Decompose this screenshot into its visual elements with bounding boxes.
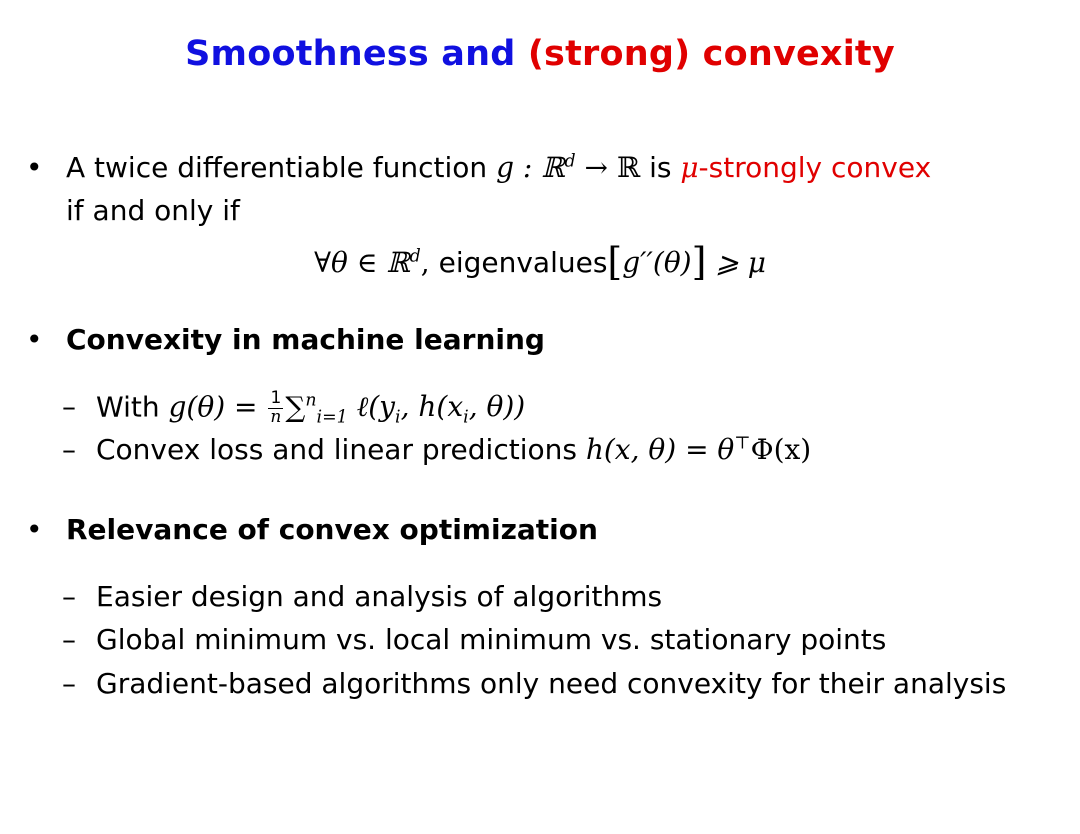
bullet-1-line-2: if and only if [66,194,240,227]
with-word: With [96,390,160,424]
dash-marker: – [62,580,76,613]
bullet-marker: • [26,151,43,184]
function-definition: g : ℝ$^d$ → ℝ [496,151,641,184]
title-part-2: (strong) convexity [527,34,895,74]
forall-theta: ∀θ ∈ ℝ$^d$, [314,246,430,279]
bullet-2-item-2 [96,433,811,467]
eigenvalues-word: eigenvalues [438,246,608,279]
left-bracket: [ [607,240,623,284]
is-word: is [649,151,672,184]
eigenvalue-equation [0,240,1080,284]
bullet-2-heading: Convexity in machine learning [66,323,545,356]
dash-marker: – [62,623,76,656]
objective-lhs: g(θ) = [168,390,258,424]
bullet-3-heading: Relevance of convex optimization [66,513,598,546]
dash-marker: – [62,433,76,466]
right-bracket: ] [691,240,707,284]
item-2-text: Convex loss and linear predictions [96,433,577,466]
linear-prediction: h(x, θ) = θ⊤Φ(x) [585,433,812,466]
bullet-1-text: A twice differentiable function [66,151,488,184]
bullet-1-line-1 [66,151,931,185]
strongly-convex-highlight: μ-strongly convex [680,151,932,184]
bullet-3-item-3: Gradient-based algorithms only need convexity for their analysis [96,667,1007,700]
title-part-1: Smoothness and [185,34,516,74]
bullet-marker: • [26,513,43,546]
mu-relation: ⩾ μ [715,246,766,279]
fraction-one-over-n: $\frac{1}{n}$ [270,388,282,427]
bullet-3-item-2: Global minimum vs. local minimum vs. stationary points [96,623,887,656]
bullet-marker: • [26,323,43,356]
sum-limits: $^n_{i=1}$ [305,391,348,428]
loss-term: $\ell(y_i$, $h(x_i$, θ)) [356,390,526,428]
bullet-3-item-1: Easier design and analysis of algorithms [96,580,663,613]
bullet-2-item-1 [96,390,525,427]
dash-marker: – [62,667,76,700]
hessian: g′′(θ) [622,246,692,279]
dash-marker: – [62,390,76,423]
slide-title [0,34,1080,74]
sum-symbol: ∑ [285,390,306,424]
